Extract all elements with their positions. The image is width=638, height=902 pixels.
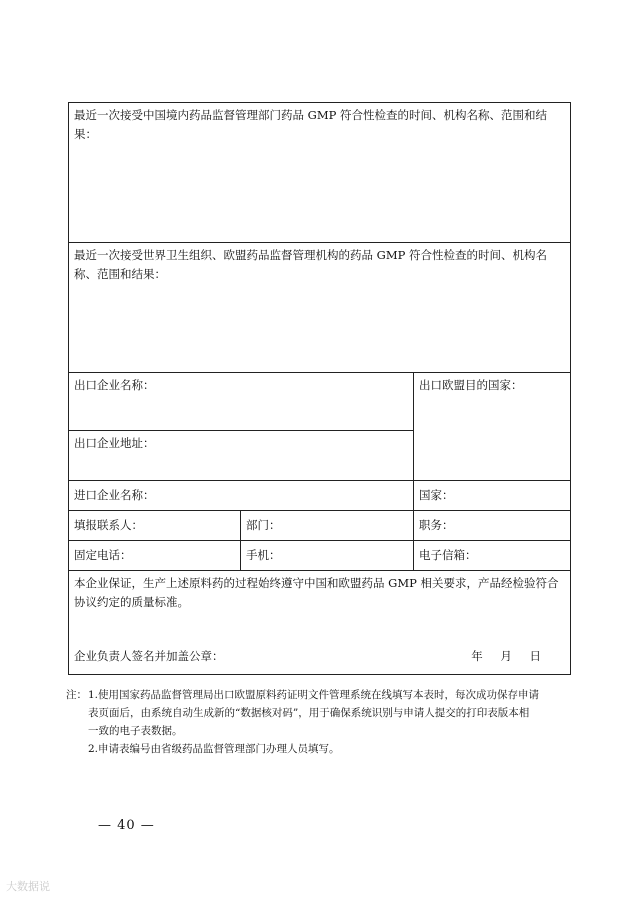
importer-name-field[interactable] (69, 481, 414, 511)
landline-field[interactable] (69, 541, 241, 571)
watermark-logo: 大数据说 (6, 880, 50, 893)
notes-prefix: 注： (66, 689, 87, 701)
exporter-address-field[interactable] (69, 431, 414, 481)
export-eu-country-field[interactable] (414, 373, 571, 481)
cn-gmp-inspection-field[interactable] (69, 103, 571, 243)
guarantee-text: 本企业保证，生产上述原料药的过程始终遵守中国和欧盟药品 GMP 相关要求，产品经检验符合协议约定的质量标准。 (74, 576, 559, 609)
department-field[interactable] (241, 511, 414, 541)
intl-gmp-inspection-field[interactable] (69, 243, 571, 373)
department-label: 部门： (246, 518, 281, 532)
page-number: — 40 — (98, 818, 155, 833)
email-label: 电子信箱： (419, 548, 477, 562)
exporter-address-label: 出口企业地址： (74, 436, 155, 450)
note-1-line-1: 1.使用国家药品监督管理局出口欧盟原料药证明文件管理系统在线填写本表时，每次成功保存申请 (88, 689, 540, 701)
notes-section (66, 686, 572, 758)
intl-gmp-inspection-label: 最近一次接受世界卫生组织、欧盟药品监督管理机构的药品 GMP 符合性检查的时间、机构名称、范围和结果： (74, 248, 548, 281)
email-field[interactable] (414, 541, 571, 571)
note-1-line-2: 表页面后，由系统自动生成新的“数据核对码”，用于确保系统识别与申请人提交的打印表版本相 (88, 707, 530, 719)
contact-person-label: 填报联系人： (74, 518, 143, 532)
application-form-table (68, 102, 571, 675)
note-1 (66, 686, 572, 704)
signature-label: 企业负责人签名并加盖公章： (74, 649, 224, 663)
position-label: 职务： (419, 518, 454, 532)
mobile-label: 手机： (246, 548, 281, 562)
mobile-field[interactable] (241, 541, 414, 571)
position-field[interactable] (414, 511, 571, 541)
note-1-line-3: 一致的电子表数据。 (88, 725, 183, 737)
country-label: 国家： (419, 488, 454, 502)
country-field[interactable] (414, 481, 571, 511)
guarantee-section (69, 571, 571, 675)
landline-label: 固定电话： (74, 548, 132, 562)
export-eu-country-label: 出口欧盟目的国家： (419, 378, 523, 392)
importer-name-label: 进口企业名称： (74, 488, 155, 502)
exporter-name-field[interactable] (69, 373, 414, 431)
note-2: 2.申请表编号由省级药品监督管理部门办理人员填写。 (88, 743, 340, 755)
exporter-name-label: 出口企业名称： (74, 378, 155, 392)
contact-person-field[interactable] (69, 511, 241, 541)
cn-gmp-inspection-label: 最近一次接受中国境内药品监督管理部门药品 GMP 符合性检查的时间、机构名称、范围和结果： (74, 108, 548, 141)
date-label: 年 月 日 (471, 649, 542, 663)
